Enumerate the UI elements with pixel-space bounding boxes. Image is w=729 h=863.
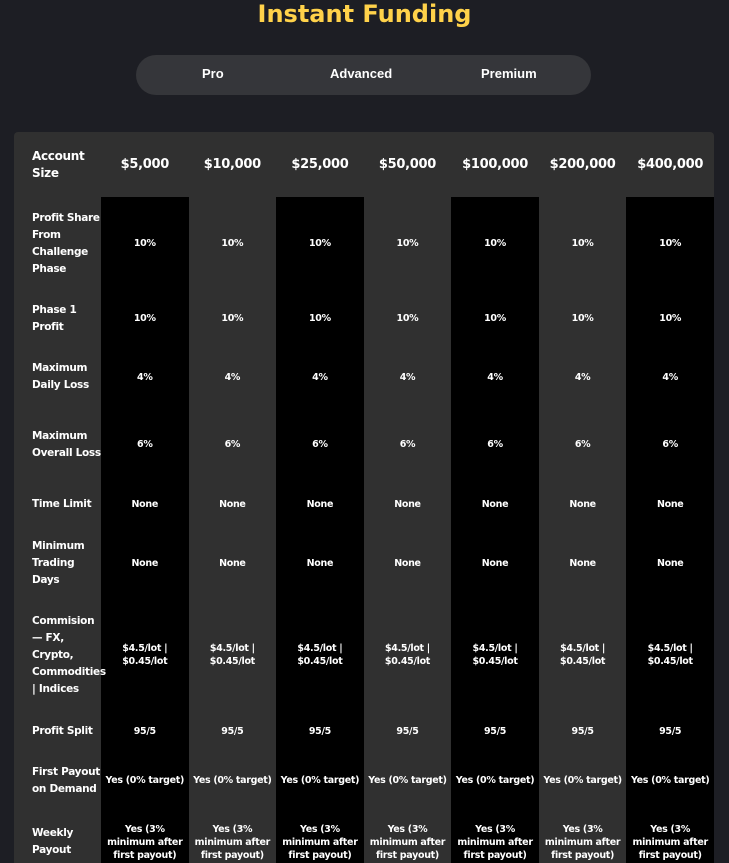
table-cell: 4% [189, 347, 277, 407]
table-cell: Yes (0% target) [101, 752, 189, 809]
table-cell: $4.5/lot | $0.45/lot [539, 600, 627, 710]
table-cell: Yes (0% target) [626, 752, 714, 809]
table-cell: None [364, 482, 452, 526]
row-label-time-limit: Time Limit [14, 482, 101, 526]
table-row [14, 600, 714, 710]
column-header: $25,000 [276, 132, 364, 197]
table-cell: 10% [364, 290, 452, 347]
tab-pro[interactable]: Pro [202, 66, 224, 81]
table-cell: Yes (3% minimum after first payout) [539, 809, 627, 863]
table-cell: 4% [101, 347, 189, 407]
row-label-minimum-trading-days: Minimum Trading Days [14, 526, 101, 600]
column-header: $10,000 [189, 132, 277, 197]
table-cell: 10% [626, 197, 714, 290]
table-cell: Yes (0% target) [539, 752, 627, 809]
table-cell: Yes (3% minimum after first payout) [364, 809, 452, 863]
table-cell: 4% [451, 347, 539, 407]
header-label-account-size: Account Size [14, 132, 101, 197]
table-cell: 6% [189, 407, 277, 482]
table-cell: 10% [539, 290, 627, 347]
row-label-profit-share-from-challenge-phase: Profit Share From Challenge Phase [14, 197, 101, 290]
column-header: $100,000 [451, 132, 539, 197]
table-cell: None [276, 482, 364, 526]
table-cell: $4.5/lot | $0.45/lot [101, 600, 189, 710]
table-cell: 6% [364, 407, 452, 482]
row-label-phase-1-profit: Phase 1 Profit [14, 290, 101, 347]
table-header-row [14, 132, 714, 197]
row-label-maximum-daily-loss: Maximum Daily Loss [14, 347, 101, 407]
table-cell: 4% [626, 347, 714, 407]
table-row [14, 752, 714, 809]
plan-tabs [136, 55, 591, 95]
table-row [14, 526, 714, 600]
table-cell: Yes (0% target) [451, 752, 539, 809]
table-cell: 10% [189, 290, 277, 347]
row-label-maximum-overall-loss: Maximum Overall Loss [14, 407, 101, 482]
table-cell: 95/5 [451, 710, 539, 752]
row-label-first-payout-on-demand: First Payout on Demand [14, 752, 101, 809]
table-cell: 4% [539, 347, 627, 407]
table-cell: None [451, 526, 539, 600]
table-cell: 10% [101, 290, 189, 347]
column-header: $400,000 [626, 132, 714, 197]
table-cell: None [276, 526, 364, 600]
table-cell: Yes (0% target) [276, 752, 364, 809]
table-cell: 95/5 [101, 710, 189, 752]
table-row [14, 710, 714, 752]
table-cell: Yes (3% minimum after first payout) [626, 809, 714, 863]
table-row [14, 347, 714, 407]
table-cell: 10% [276, 197, 364, 290]
row-label-commision-fx-crypto-commodities-indices: Commision — FX, Crypto, Commodities | Indices [14, 600, 101, 710]
table-cell: Yes (3% minimum after first payout) [276, 809, 364, 863]
table-cell: 6% [539, 407, 627, 482]
table-cell: 10% [101, 197, 189, 290]
table-cell: None [539, 526, 627, 600]
table-cell: 4% [276, 347, 364, 407]
table-cell: 10% [626, 290, 714, 347]
table-cell: 4% [364, 347, 452, 407]
table-cell: None [626, 482, 714, 526]
table-cell: 10% [276, 290, 364, 347]
table-cell: None [101, 482, 189, 526]
table-row [14, 197, 714, 290]
column-header: $5,000 [101, 132, 189, 197]
table-cell: 95/5 [364, 710, 452, 752]
table-row [14, 407, 714, 482]
page-title: Instant Funding [257, 0, 472, 28]
table-row [14, 290, 714, 347]
table-cell: 10% [451, 197, 539, 290]
table-cell: 6% [626, 407, 714, 482]
table-cell: $4.5/lot | $0.45/lot [451, 600, 539, 710]
table-cell: None [364, 526, 452, 600]
table-cell: 10% [539, 197, 627, 290]
table-cell: None [189, 482, 277, 526]
table-cell: 10% [364, 197, 452, 290]
table-cell: 95/5 [626, 710, 714, 752]
pricing-table-container [14, 132, 714, 863]
table-cell: None [101, 526, 189, 600]
table-cell: None [451, 482, 539, 526]
column-header: $200,000 [539, 132, 627, 197]
table-cell: $4.5/lot | $0.45/lot [276, 600, 364, 710]
table-cell: Yes (3% minimum after first payout) [451, 809, 539, 863]
table-cell: 10% [189, 197, 277, 290]
table-cell: Yes (0% target) [189, 752, 277, 809]
table-cell: 95/5 [189, 710, 277, 752]
table-cell: $4.5/lot | $0.45/lot [626, 600, 714, 710]
table-cell: None [189, 526, 277, 600]
column-header: $50,000 [364, 132, 452, 197]
table-cell: Yes (3% minimum after first payout) [189, 809, 277, 863]
table-cell: Yes (0% target) [364, 752, 452, 809]
pricing-table [14, 132, 714, 863]
tab-premium[interactable]: Premium [481, 66, 537, 81]
table-cell: 6% [276, 407, 364, 482]
table-row [14, 809, 714, 863]
row-label-profit-split: Profit Split [14, 710, 101, 752]
table-cell: $4.5/lot | $0.45/lot [364, 600, 452, 710]
table-cell: 95/5 [539, 710, 627, 752]
table-cell: 95/5 [276, 710, 364, 752]
table-cell: 6% [451, 407, 539, 482]
table-cell: None [539, 482, 627, 526]
table-cell: 6% [101, 407, 189, 482]
table-cell: Yes (3% minimum after first payout) [101, 809, 189, 863]
row-label-weekly-payout: Weekly Payout [14, 809, 101, 863]
table-cell: 10% [451, 290, 539, 347]
tab-advanced[interactable]: Advanced [330, 66, 393, 81]
table-cell: None [626, 526, 714, 600]
table-row [14, 482, 714, 526]
table-cell: $4.5/lot | $0.45/lot [189, 600, 277, 710]
